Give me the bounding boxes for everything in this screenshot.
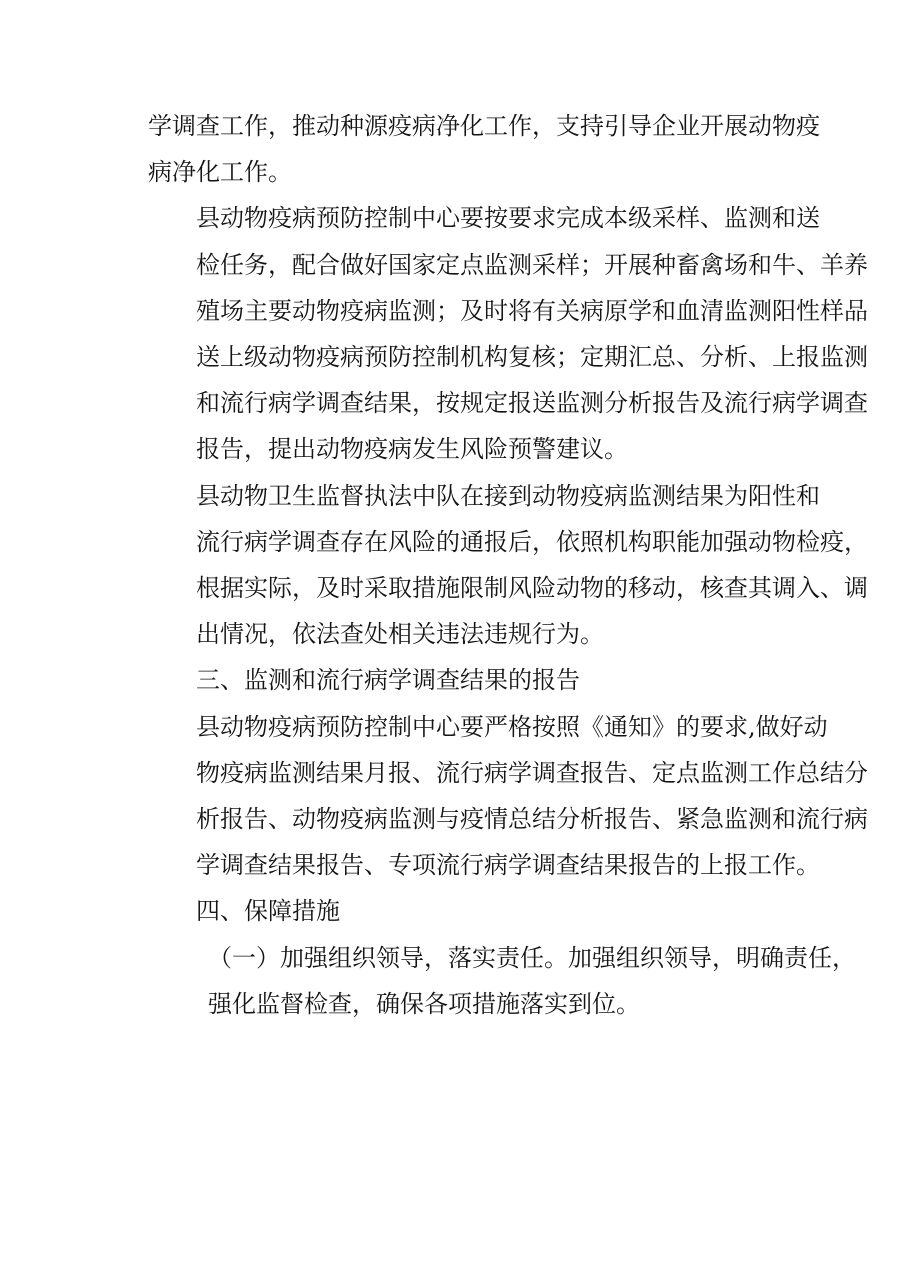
text-line: 检任务，配合做好国家定点监测采样；开展种畜禽场和牛、羊养 <box>196 250 868 279</box>
text-line: 县动物卫生监督执法中队在接到动物疫病监测结果为阳性和 <box>196 481 820 510</box>
text-line: 出情况，依法查处相关违法违规行为。 <box>196 620 604 649</box>
text-line: 学调查工作，推动种源疫病净化工作，支持引导企业开展动物疫 <box>148 112 820 140</box>
text-line: 析报告、动物疫病监测与疫情总结分析报告、紧急监测和流行病 <box>196 805 868 834</box>
document-body <box>148 103 868 1027</box>
text-line: 送上级动物疫病预防控制机构复核；定期汇总、分析、上报监测 <box>196 343 868 372</box>
text-line: 县动物疫病预防控制中心要严格按照《通知》的要求,做好动 <box>196 712 828 741</box>
text-line: （一）加强组织领导，落实责任。加强组织领导，明确责任， <box>208 943 856 972</box>
text-line: 报告，提出动物疫病发生风险预警建议。 <box>196 435 628 464</box>
text-line: 县动物疫病预防控制中心要按要求完成本级采样、监测和送 <box>196 204 820 233</box>
paragraph-organization-leadership <box>148 935 856 1027</box>
text-line: 学调查结果报告、专项流行病学调查结果报告的上报工作。 <box>196 851 820 880</box>
section-heading-reporting <box>148 657 788 703</box>
text-line: 物疫病监测结果月报、流行病学调查报告、定点监测工作总结分 <box>196 758 868 787</box>
text-line: 强化监督检查，确保各项措施落实到位。 <box>208 989 640 1018</box>
text-line: 病净化工作。 <box>148 158 292 187</box>
paragraph-work-continuation <box>148 103 820 195</box>
text-line: 根据实际，及时采取措施限制风险动物的移动，核查其调入、调 <box>196 574 868 603</box>
section-heading-safeguards <box>148 888 788 934</box>
paragraph-disease-control-center <box>148 195 868 472</box>
text-line: 殖场主要动物疫病监测；及时将有关病原学和血清监测阳性样品 <box>196 296 868 325</box>
text-line: 流行病学调查存在风险的通报后，依照机构职能加强动物检疫， <box>196 527 868 556</box>
paragraph-supervision-squad <box>148 473 868 658</box>
heading-line: 三、监测和流行病学调查结果的报告 <box>196 666 580 695</box>
text-line: 和流行病学调查结果，按规定报送监测分析报告及流行病学调查 <box>196 389 868 418</box>
paragraph-reporting-requirements <box>148 704 868 889</box>
heading-line: 四、保障措施 <box>196 897 340 926</box>
